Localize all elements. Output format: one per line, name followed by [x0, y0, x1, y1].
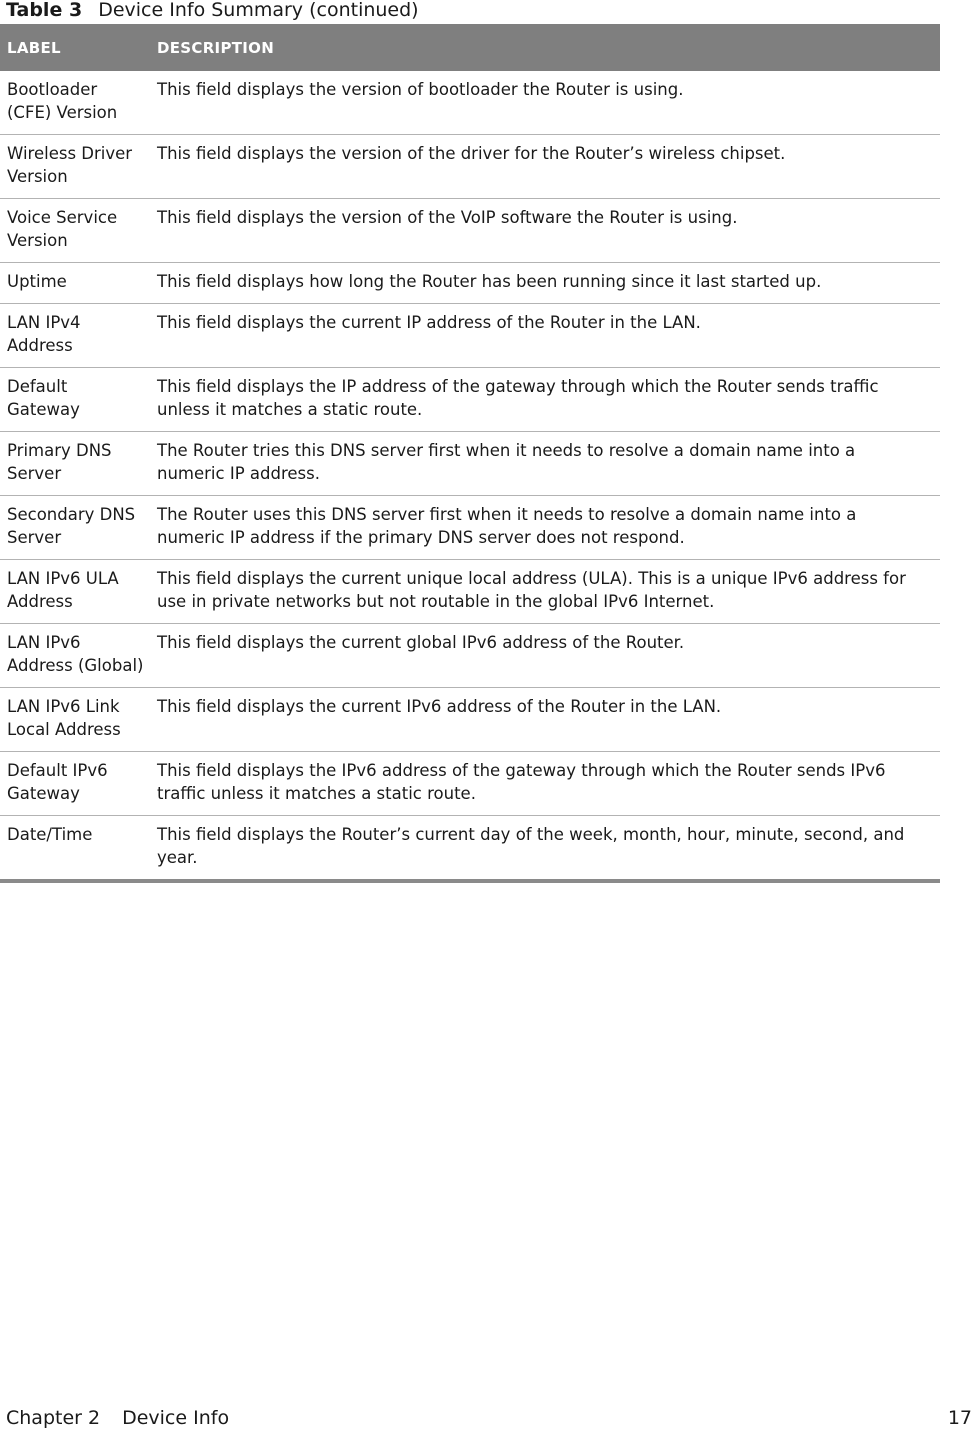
row-label: Secondary DNS Server: [0, 496, 150, 560]
table-row: [0, 135, 940, 199]
table-row: [0, 816, 940, 882]
page-footer: [6, 1404, 974, 1432]
row-label: Uptime: [0, 263, 150, 304]
table-number: Table 3: [6, 0, 83, 21]
table-row: [0, 432, 940, 496]
page-number: 17: [947, 1407, 972, 1429]
row-label: Wireless Driver Version: [0, 135, 150, 199]
column-header-description: DESCRIPTION: [150, 24, 940, 71]
table-row: [0, 71, 940, 135]
row-description: This field displays the current unique local address (ULA). This is a unique IPv6 address for use in private networks but not routable in the global IPv6 Internet.: [150, 560, 940, 624]
row-description: The Router tries this DNS server first when it needs to resolve a domain name into a numeric IP address.: [150, 432, 940, 496]
footer-chapter: [6, 1407, 229, 1429]
row-label: Primary DNS Server: [0, 432, 150, 496]
row-description: This field displays the current global IPv6 address of the Router.: [150, 624, 940, 688]
row-label: LAN IPv4 Address: [0, 304, 150, 368]
row-label: Voice Service Version: [0, 199, 150, 263]
row-description: The Router uses this DNS server first when it needs to resolve a domain name into a numeric IP address if the primary DNS server does not respond.: [150, 496, 940, 560]
row-description: This field displays the Router’s current day of the week, month, hour, minute, second, and year.: [150, 816, 940, 882]
row-description: This field displays the current IPv6 address of the Router in the LAN.: [150, 688, 940, 752]
table-row: [0, 304, 940, 368]
device-info-table: [0, 24, 940, 883]
chapter-number: Chapter 2: [6, 1407, 101, 1429]
row-label: Date/Time: [0, 816, 150, 882]
table-caption: [6, 0, 419, 22]
row-label: LAN IPv6 Link Local Address: [0, 688, 150, 752]
column-header-label: LABEL: [0, 24, 150, 71]
row-description: This field displays the IPv6 address of the gateway through which the Router sends IPv6 traffic unless it matches a static route.: [150, 752, 940, 816]
table-title: Device Info Summary (continued): [98, 0, 419, 21]
row-label: LAN IPv6 Address (Global): [0, 624, 150, 688]
row-label: Default Gateway: [0, 368, 150, 432]
row-label: Default IPv6 Gateway: [0, 752, 150, 816]
table-row: [0, 560, 940, 624]
table-row: [0, 368, 940, 432]
row-description: This field displays the current IP address of the Router in the LAN.: [150, 304, 940, 368]
row-description: This field displays how long the Router has been running since it last started up.: [150, 263, 940, 304]
row-description: This field displays the version of bootloader the Router is using.: [150, 71, 940, 135]
chapter-title: Device Info: [122, 1407, 230, 1429]
table-row: [0, 199, 940, 263]
row-label: Bootloader (CFE) Version: [0, 71, 150, 135]
table-row: [0, 263, 940, 304]
table-header-row: [0, 24, 940, 71]
row-description: This field displays the IP address of the gateway through which the Router sends traffic unless it matches a static route.: [150, 368, 940, 432]
table-row: [0, 688, 940, 752]
table-row: [0, 752, 940, 816]
table-row: [0, 624, 940, 688]
row-description: This field displays the version of the driver for the Router’s wireless chipset.: [150, 135, 940, 199]
table-row: [0, 496, 940, 560]
row-description: This field displays the version of the VoIP software the Router is using.: [150, 199, 940, 263]
row-label: LAN IPv6 ULA Address: [0, 560, 150, 624]
